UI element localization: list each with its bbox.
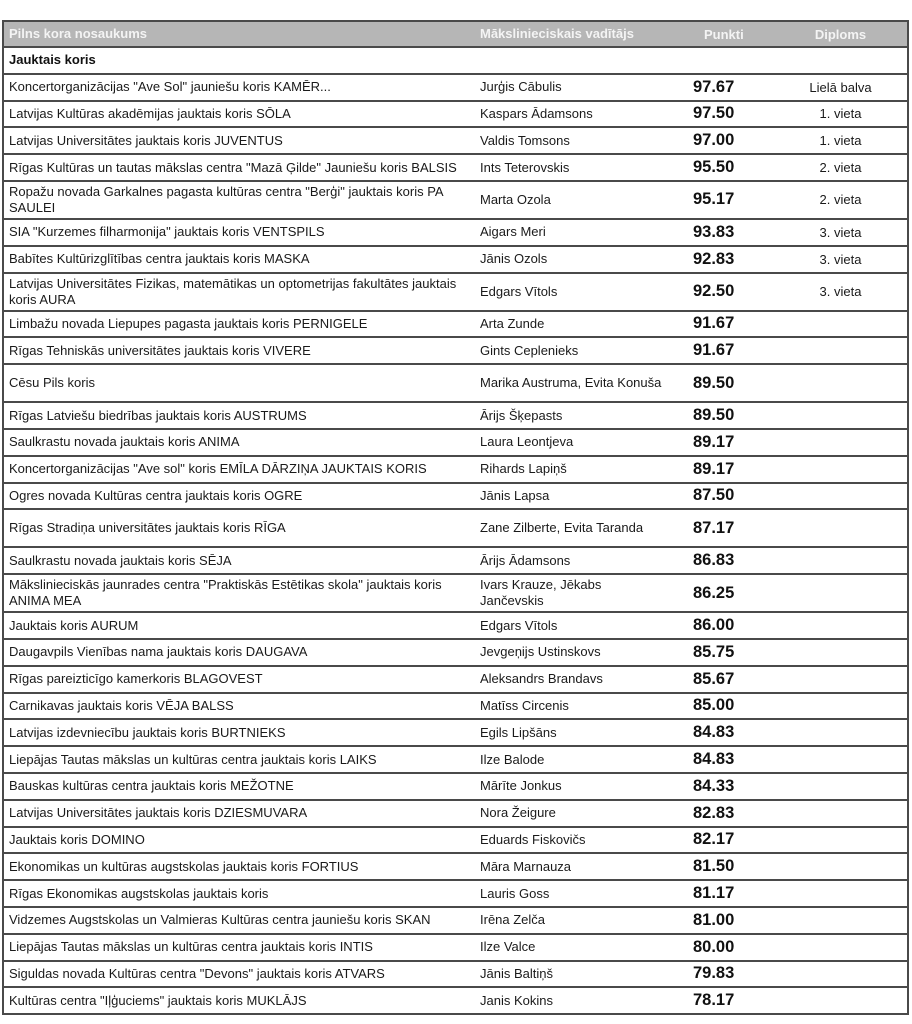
choir-name-cell: Carnikavas jauktais koris VĒJA BALSS	[9, 697, 234, 713]
points-cell: 89.17	[693, 459, 735, 478]
table-row	[4, 826, 907, 853]
points-cell: 97.00	[693, 131, 735, 150]
results-table	[2, 20, 909, 1015]
points-cell: 84.83	[693, 723, 735, 742]
table-row	[4, 428, 907, 455]
conductor-cell: Edgars Vītols	[480, 617, 558, 633]
conductor-cell: Matīss Circenis	[480, 697, 569, 713]
conductor-cell: Rihards Lapiņš	[480, 461, 567, 477]
points-cell: 92.83	[693, 249, 735, 268]
points-cell: 85.67	[693, 669, 735, 688]
conductor-cell: Janis Kokins	[480, 992, 553, 1008]
diploma-cell: 3. vieta	[819, 284, 862, 300]
conductor-cell: Ārijs Ādamsons	[480, 552, 571, 568]
points-cell: 80.00	[693, 937, 735, 956]
table-row	[4, 153, 907, 180]
conductor-cell: Valdis Tomsons	[480, 132, 570, 148]
conductor-cell: Eduards Fiskovičs	[480, 831, 586, 847]
conductor-cell: Gints Ceplenieks	[480, 342, 579, 358]
table-row	[4, 718, 907, 745]
choir-name-cell: Rīgas Latviešu biedrības jauktais koris AUSTRUMS	[9, 407, 307, 423]
points-cell: 86.83	[693, 551, 735, 570]
conductor-cell: Kaspars Ādamsons	[480, 105, 593, 121]
conductor-cell: Lauris Goss	[480, 885, 550, 901]
table-row	[4, 218, 907, 245]
table-row	[4, 745, 907, 772]
conductor-cell: Edgars Vītols	[480, 283, 558, 299]
choir-name-cell: Rīgas Kultūras un tautas mākslas centra "Mazā Ģilde" Jauniešu koris BALSIS	[9, 159, 457, 175]
conductor-cell: Ivars Krauze, Jēkabs Jančevskis	[480, 577, 602, 609]
conductor-cell: Ints Teterovskis	[480, 159, 570, 175]
diploma-cell: 2. vieta	[819, 192, 862, 208]
diploma-cell: 3. vieta	[819, 224, 862, 240]
conductor-cell: Jānis Ozols	[480, 251, 548, 267]
conductor-cell: Irēna Zelča	[480, 912, 546, 928]
table-body	[4, 73, 907, 1013]
conductor-cell: Egils Lipšāns	[480, 724, 557, 740]
choir-name-cell: Siguldas novada Kultūras centra "Devons" jauktais koris ATVARS	[9, 965, 385, 981]
table-row	[4, 73, 907, 100]
table-row	[4, 482, 907, 509]
conductor-cell: Ilze Balode	[480, 751, 545, 767]
choir-name-cell: Mākslinieciskās jaunrades centra "Praktiskās Estētikas skola" jauktais koris ANIMA MEA	[9, 577, 442, 609]
conductor-cell: Aigars Meri	[480, 224, 546, 240]
points-cell: 82.17	[693, 830, 735, 849]
conductor-cell: Marika Austruma, Evita Konuša	[480, 375, 662, 391]
table-row	[4, 310, 907, 337]
points-cell: 79.83	[693, 964, 735, 983]
choir-name-cell: Jauktais koris AURUM	[9, 617, 139, 633]
table-row	[4, 665, 907, 692]
choir-name-cell: Liepājas Tautas mākslas un kultūras centra jauktais koris LAIKS	[9, 751, 377, 767]
points-cell: 84.33	[693, 776, 735, 795]
table-row	[4, 363, 907, 401]
points-cell: 82.83	[693, 803, 735, 822]
points-cell: 92.50	[693, 282, 735, 301]
choir-name-cell: Liepājas Tautas mākslas un kultūras centra jauktais koris INTIS	[9, 939, 373, 955]
conductor-cell: Zane Zilberte, Evita Taranda	[480, 520, 644, 536]
conductor-cell: Jānis Baltiņš	[480, 965, 553, 981]
choir-name-cell: Babītes Kultūrizglītības centra jauktais koris MASKA	[9, 251, 310, 267]
table-row	[4, 180, 907, 218]
choir-name-cell: Cēsu Pils koris	[9, 375, 95, 391]
choir-name-cell: Bauskas kultūras centra jauktais koris MEŽOTNE	[9, 778, 294, 794]
table-row	[4, 879, 907, 906]
choir-name-cell: Limbažu novada Liepupes pagasta jauktais koris PERNIGELE	[9, 315, 368, 331]
points-cell: 81.50	[693, 857, 735, 876]
points-cell: 91.67	[693, 314, 735, 333]
points-cell: 95.50	[693, 158, 735, 177]
conductor-cell: Mārīte Jonkus	[480, 778, 562, 794]
points-cell: 85.75	[693, 642, 735, 661]
table-row	[4, 546, 907, 573]
points-cell: 89.17	[693, 432, 735, 451]
table-row	[4, 611, 907, 638]
choir-name-cell: Daugavpils Vienības nama jauktais koris DAUGAVA	[9, 644, 308, 660]
table-row	[4, 986, 907, 1013]
conductor-cell: Māra Marnauza	[480, 858, 572, 874]
table-row	[4, 272, 907, 310]
section-row	[4, 46, 907, 73]
points-cell: 86.25	[693, 583, 735, 602]
choir-name-cell: Saulkrastu novada jauktais koris ANIMA	[9, 434, 240, 450]
points-cell: 89.50	[693, 406, 735, 425]
points-cell: 95.17	[693, 190, 735, 209]
choir-name-cell: SIA "Kurzemes filharmonija" jauktais koris VENTSPILS	[9, 224, 325, 240]
choir-name-cell: Vidzemes Augstskolas un Valmieras Kultūras centra jauniešu koris SKAN	[9, 912, 431, 928]
table-row	[4, 126, 907, 153]
table-row	[4, 933, 907, 960]
choir-name-cell: Latvijas Universitātes jauktais koris JUVENTUS	[9, 132, 283, 148]
table-row	[4, 906, 907, 933]
column-header-points: Punkti	[704, 26, 744, 42]
table-row	[4, 508, 907, 546]
choir-name-cell: Rīgas Tehniskās universitātes jauktais koris VIVERE	[9, 342, 311, 358]
points-cell: 89.50	[693, 373, 735, 392]
table-row	[4, 638, 907, 665]
choir-name-cell: Saulkrastu novada jauktais koris SĒJA	[9, 552, 232, 568]
choir-name-cell: Rīgas Ekonomikas augstskolas jauktais koris	[9, 885, 269, 901]
diploma-cell: Lielā balva	[809, 79, 872, 95]
points-cell: 78.17	[693, 991, 735, 1010]
choir-name-cell: Latvijas Kultūras akadēmijas jauktais koris SŌLA	[9, 105, 291, 121]
table-row	[4, 772, 907, 799]
conductor-cell: Jānis Lapsa	[480, 487, 550, 503]
choir-name-cell: Latvijas Universitātes jauktais koris DZIESMUVARA	[9, 805, 308, 821]
conductor-cell: Jurģis Cābulis	[480, 79, 562, 95]
choir-name-cell: Ogres novada Kultūras centra jauktais koris OGRE	[9, 487, 303, 503]
conductor-cell: Nora Žeigure	[480, 805, 556, 821]
choir-name-cell: Kultūras centra "Iļģuciems" jauktais koris MUKLĀJS	[9, 992, 307, 1008]
choir-name-cell: Koncertorganizācijas "Ave sol" koris EMĪLA DĀRZIŅA JAUKTAIS KORIS	[9, 461, 427, 477]
choir-name-cell: Ekonomikas un kultūras augstskolas jauktais koris FORTIUS	[9, 858, 359, 874]
points-cell: 93.83	[693, 222, 735, 241]
points-cell: 81.00	[693, 910, 735, 929]
choir-name-cell: Jauktais koris DOMINO	[9, 831, 145, 847]
conductor-cell: Arta Zunde	[480, 315, 545, 331]
section-title: Jauktais koris	[9, 52, 96, 68]
points-cell: 85.00	[693, 696, 735, 715]
conductor-cell: Aleksandrs Brandavs	[480, 671, 603, 687]
table-row	[4, 245, 907, 272]
table-row	[4, 960, 907, 987]
column-header-choir-name: Pilns kora nosaukums	[9, 26, 147, 41]
choir-name-cell: Koncertorganizācijas "Ave Sol" jauniešu koris KAMĒR...	[9, 79, 331, 95]
points-cell: 81.17	[693, 884, 735, 903]
diploma-cell: 2. vieta	[819, 160, 862, 176]
table-header-row	[4, 22, 907, 46]
column-header-diploma: Diploms	[814, 26, 867, 42]
conductor-cell: Laura Leontjeva	[480, 434, 574, 450]
choir-name-cell: Rīgas pareizticīgo kamerkoris BLAGOVEST	[9, 671, 263, 687]
points-cell: 91.67	[693, 341, 735, 360]
diploma-cell: 3. vieta	[819, 251, 862, 267]
points-cell: 97.50	[693, 104, 735, 123]
table-row	[4, 852, 907, 879]
diploma-cell: 1. vieta	[819, 133, 862, 149]
conductor-cell: Marta Ozola	[480, 191, 551, 207]
points-cell: 84.83	[693, 750, 735, 769]
table-row	[4, 455, 907, 482]
conductor-cell: Ilze Valce	[480, 939, 536, 955]
table-row	[4, 336, 907, 363]
points-cell: 87.17	[693, 518, 735, 537]
points-cell: 87.50	[693, 486, 735, 505]
table-row	[4, 100, 907, 127]
points-cell: 86.00	[693, 616, 735, 635]
column-header-conductor: Mākslinieciskais vadītājs	[480, 26, 634, 41]
choir-name-cell: Latvijas Universitātes Fizikas, matemātikas un optometrijas fakultātes jauktais koris AURA	[9, 275, 457, 307]
table-row	[4, 692, 907, 719]
diploma-cell: 1. vieta	[819, 106, 862, 122]
table-row	[4, 573, 907, 611]
choir-name-cell: Rīgas Stradiņa universitātes jauktais koris RĪGA	[9, 520, 286, 536]
table-row	[4, 799, 907, 826]
choir-name-cell: Latvijas izdevniecību jauktais koris BURTNIEKS	[9, 724, 286, 740]
choir-name-cell: Ropažu novada Garkalnes pagasta kultūras centra "Berģi" jauktais koris PA SAULEI	[9, 183, 443, 215]
conductor-cell: Jevgeņijs Ustinskovs	[480, 644, 601, 660]
conductor-cell: Ārijs Šķepasts	[480, 407, 563, 423]
points-cell: 97.67	[693, 77, 735, 96]
table-row	[4, 401, 907, 428]
